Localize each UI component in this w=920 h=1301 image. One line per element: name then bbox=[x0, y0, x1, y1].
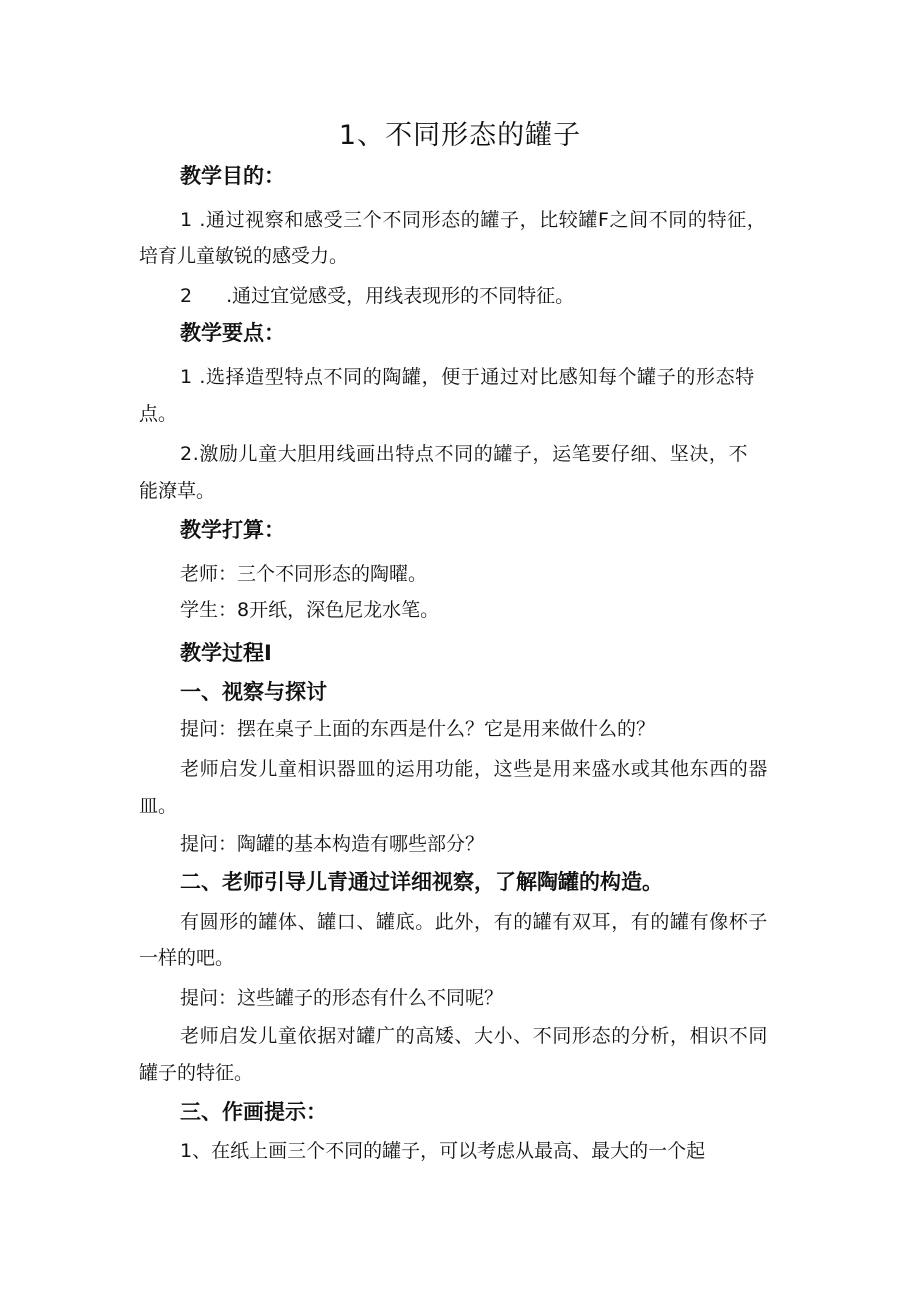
key-point-2-line-2: 能潦草。 bbox=[139, 480, 216, 502]
part-2-paragraph-2-line-2: 罐子的特征。 bbox=[139, 1062, 254, 1084]
objectives-heading: 教学目的： bbox=[180, 164, 285, 188]
document-title: 1、不同形态的罐子 bbox=[338, 120, 582, 151]
part-2-paragraph-2-line-1: 老师启发儿童依据对罐广的高矮、大小、不同形态的分析，相识不同 bbox=[180, 1025, 769, 1047]
objective-2-text: .通过宜觉感受，用线表现形的不同特征。 bbox=[226, 285, 575, 307]
preparation-heading: 教学打算： bbox=[180, 518, 285, 542]
part-3-heading: 三、作画提示： bbox=[180, 1100, 327, 1124]
preparation-teacher: 老师：三个不同形态的陶曜。 bbox=[180, 563, 428, 585]
preparation-student: 学生：8开纸，深色尼龙水笔。 bbox=[180, 599, 440, 621]
part-2-heading: 二、老师引导儿青通过详细视察，了解陶罐的构造。 bbox=[180, 870, 663, 894]
part-1-paragraph-line-2: 皿。 bbox=[139, 795, 178, 817]
part-1-question-2: 提问：陶罐的基本构造有哪些部分？ bbox=[180, 833, 485, 855]
key-points-heading: 教学要点： bbox=[180, 321, 285, 345]
key-point-1-line-1: 1 .选择造型特点不同的陶罐，便于通过对比感知每个罐子的形态特 bbox=[180, 366, 755, 388]
part-2-paragraph-1-line-1: 有圆形的罐体、罐口、罐底。此外，有的罐有双耳，有的罐有像杯子 bbox=[180, 911, 769, 933]
part-2-question-1: 提问：这些罐子的形态有什么不同呢？ bbox=[180, 987, 504, 1009]
objective-2-number: 2 bbox=[180, 285, 193, 307]
part-1-heading: 一、视察与探讨 bbox=[180, 680, 327, 704]
objective-1-line-2: 培育儿童敏锐的感受力。 bbox=[139, 245, 349, 267]
key-point-2-line-1: 2.激励儿童大胆用线画出特点不同的罐子，运笔要仔细、坚决，不 bbox=[180, 443, 749, 465]
objective-2 bbox=[180, 282, 574, 310]
part-3-item-1: 1、在纸上画三个不同的罐子，可以考虑从最高、最大的一个起 bbox=[180, 1140, 706, 1162]
objective-1-line-1: 1 .通过视察和感受三个不同形态的罐子，比较罐F之间不同的特征， bbox=[180, 209, 767, 231]
part-1-question-1: 提问：摆在桌子上面的东西是什么？它是用来做什么的？ bbox=[180, 718, 656, 740]
part-1-paragraph-line-1: 老师启发儿童相识器皿的运用功能，这些是用来盛水或其他东西的器 bbox=[180, 758, 769, 780]
process-heading: 教学过程I bbox=[180, 641, 272, 665]
key-point-1-line-2: 点。 bbox=[139, 403, 178, 425]
part-2-paragraph-1-line-2: 一样的吧。 bbox=[139, 947, 235, 969]
